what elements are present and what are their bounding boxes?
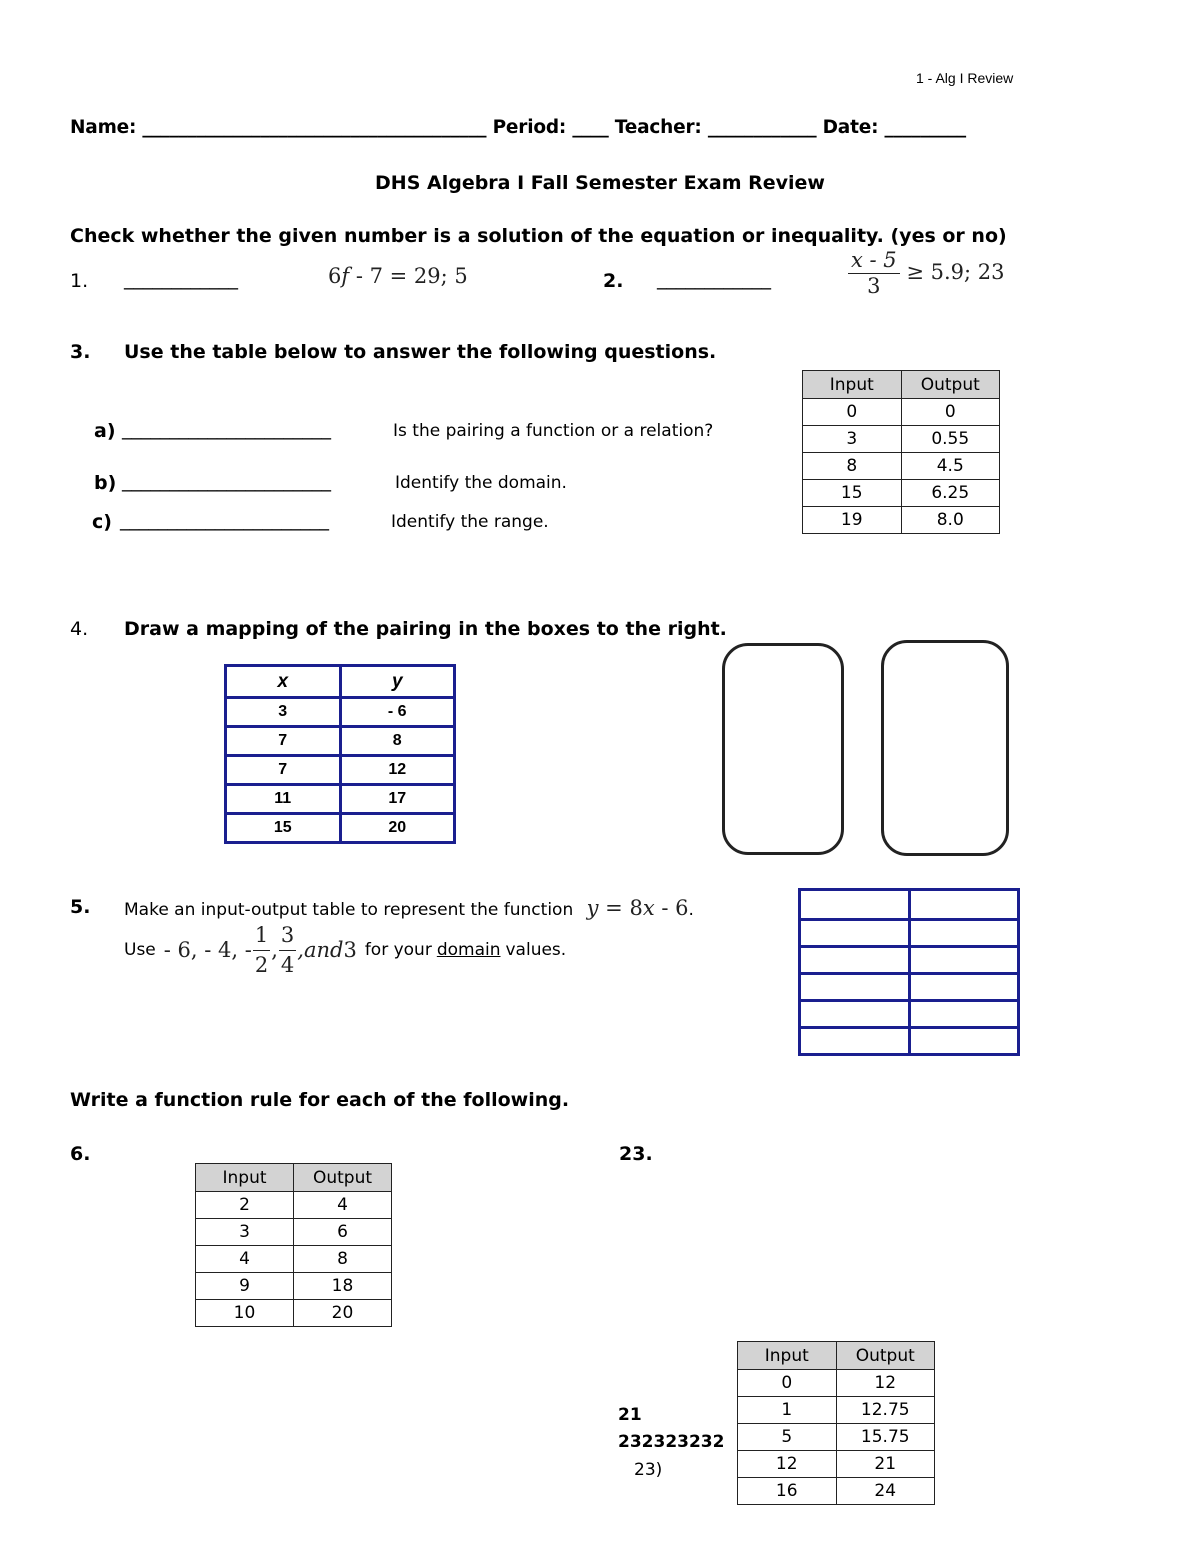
table-cell: 12 (340, 756, 455, 785)
table-cell: 19 (803, 507, 902, 534)
table-cell: 12 (738, 1451, 837, 1478)
table-row (738, 1478, 935, 1505)
q5-number: 5. (70, 896, 91, 918)
q5-domain-word: domain (436, 940, 501, 960)
q1-eq-rest: - 7 = 29; 5 (349, 264, 468, 288)
table-cell: 7 (226, 756, 341, 785)
blank-cell[interactable] (909, 947, 1019, 974)
blank-cell[interactable] (909, 974, 1019, 1001)
table-row (738, 1397, 935, 1424)
q23-table-header-output: Output (836, 1342, 935, 1370)
q2-answer-blank[interactable]: ____________ (657, 268, 771, 290)
q3b-text: Identify the domain. (395, 473, 567, 493)
table-cell: 8 (803, 453, 902, 480)
table-row (196, 1192, 392, 1219)
q4-number: 4. (70, 618, 89, 640)
q23-input-output-table (737, 1341, 935, 1505)
q2-inequality (848, 250, 1004, 297)
q5-last-value: 3 (343, 938, 357, 962)
q4-table-header-x: x (226, 666, 341, 698)
table-cell: 24 (836, 1478, 935, 1505)
blank-cell[interactable] (909, 1028, 1019, 1055)
q5-values-word: values. (505, 940, 567, 960)
table-row (738, 1451, 935, 1478)
table-cell: 15 (226, 814, 341, 843)
table-cell: 0 (738, 1370, 837, 1397)
table-row (226, 727, 455, 756)
q3c-text: Identify the range. (391, 512, 549, 532)
blank-cell[interactable] (909, 890, 1019, 920)
table-row (196, 1246, 392, 1273)
table-row (800, 920, 1019, 947)
table-cell: 0 (803, 399, 902, 426)
q1-eq-var: f (341, 264, 350, 288)
q5-and-word: ,and (297, 938, 344, 962)
q2-frac-den: 3 (867, 274, 881, 298)
q3-table-header-output: Output (901, 371, 1000, 399)
table-row (226, 814, 455, 843)
blank-cell[interactable] (800, 920, 910, 947)
q5-use-word: Use (124, 940, 156, 960)
table-cell: 20 (294, 1300, 392, 1327)
table-row (800, 1001, 1019, 1028)
q4-table-header-y: y (340, 666, 455, 698)
table-row (803, 480, 1000, 507)
q5-for-your: for your (364, 940, 432, 960)
q5-blank-table[interactable] (798, 888, 1020, 1056)
q2-fraction (848, 250, 900, 297)
q4-xy-table (224, 664, 456, 844)
name-period-teacher-date-line: Name: ______________________________________ Period: ____ Teacher: ____________ Date: _________ (70, 117, 966, 138)
table-cell: 10 (196, 1300, 294, 1327)
blank-cell[interactable] (800, 947, 910, 974)
table-cell: 20 (340, 814, 455, 843)
table-cell: 6.25 (901, 480, 1000, 507)
q5-period: . (688, 900, 694, 920)
table-cell: 4 (294, 1192, 392, 1219)
q6-input-output-table (195, 1163, 392, 1327)
mapping-box-domain[interactable] (722, 643, 844, 855)
table-cell: 0.55 (901, 426, 1000, 453)
page-header-tag: 1 - Alg I Review (916, 70, 1014, 86)
table-row (738, 1370, 935, 1397)
q5-line1 (124, 896, 694, 920)
q23-number: 23. (619, 1143, 653, 1165)
table-cell: 2 (196, 1192, 294, 1219)
table-row (800, 974, 1019, 1001)
table-row (803, 426, 1000, 453)
q1-equation (328, 264, 468, 288)
q5-frac2-num: 3 (280, 922, 295, 947)
table-cell: 6 (294, 1219, 392, 1246)
blank-cell[interactable] (800, 1001, 910, 1028)
table-cell: 12 (836, 1370, 935, 1397)
q3-input-output-table (802, 370, 1000, 534)
table-row (196, 1273, 392, 1300)
q5-fraction-1 (253, 922, 270, 977)
page-title: DHS Algebra I Fall Semester Exam Review (375, 172, 825, 194)
table-cell: 3 (803, 426, 902, 453)
q23-stray-line2: 232323232 (618, 1432, 725, 1452)
q5-func-end: - 6 (654, 896, 689, 920)
table-row (800, 890, 1019, 920)
q3-prompt: Use the table below to answer the following questions. (124, 341, 717, 363)
q3a-label: a) (94, 420, 116, 442)
table-cell: 7 (226, 727, 341, 756)
table-row (738, 1424, 935, 1451)
table-cell: 3 (196, 1219, 294, 1246)
q3c-answer-blank[interactable]: ______________________ (120, 509, 329, 531)
q5-frac1-den: 2 (253, 950, 270, 976)
q3b-answer-blank[interactable]: ______________________ (122, 470, 331, 492)
table-row (803, 507, 1000, 534)
table-row (800, 947, 1019, 974)
q5-comma: , (271, 938, 278, 962)
q5-line1-text: Make an input-output table to represent the function (124, 900, 574, 920)
q3c-label: c) (92, 511, 112, 533)
blank-cell[interactable] (800, 890, 910, 920)
q5-function (587, 896, 689, 920)
q3a-text: Is the pairing a function or a relation? (393, 421, 714, 441)
table-row (226, 756, 455, 785)
mapping-box-range[interactable] (881, 640, 1009, 856)
blank-cell[interactable] (909, 1001, 1019, 1028)
table-cell: 8 (294, 1246, 392, 1273)
q5-fraction-2 (279, 922, 296, 977)
blank-cell[interactable] (800, 1028, 910, 1055)
q1-number: 1. (70, 270, 89, 292)
table-cell: 4.5 (901, 453, 1000, 480)
table-row (196, 1300, 392, 1327)
q3-table-header-input: Input (803, 371, 902, 399)
q6-table-header-output: Output (294, 1164, 392, 1192)
q3-number: 3. (70, 341, 91, 363)
q3b-label: b) (94, 472, 117, 494)
table-cell: 0 (901, 399, 1000, 426)
q1-eq-coef: 6 (328, 264, 342, 288)
table-cell: 9 (196, 1273, 294, 1300)
table-cell: 15.75 (836, 1424, 935, 1451)
table-cell: 11 (226, 785, 341, 814)
q4-prompt: Draw a mapping of the pairing in the boxes to the right. (124, 618, 727, 640)
table-cell: 5 (738, 1424, 837, 1451)
table-cell: 4 (196, 1246, 294, 1273)
table-row (800, 1028, 1019, 1055)
table-cell: 12.75 (836, 1397, 935, 1424)
table-cell: 18 (294, 1273, 392, 1300)
table-cell: 1 (738, 1397, 837, 1424)
q5-func-x: x (642, 896, 655, 920)
blank-cell[interactable] (800, 974, 910, 1001)
q5-domain-lead: - 6, - 4, - (163, 938, 252, 962)
q1-answer-blank[interactable]: ____________ (124, 268, 238, 290)
table-row (226, 698, 455, 727)
table-row (803, 453, 1000, 480)
table-row (196, 1219, 392, 1246)
table-cell: - 6 (340, 698, 455, 727)
q2-number: 2. (603, 270, 624, 292)
table-cell: 17 (340, 785, 455, 814)
section1-instruction: Check whether the given number is a solution of the equation or inequality. (yes or no) (70, 225, 1007, 247)
q5-frac2-den: 4 (279, 950, 296, 976)
q3a-answer-blank[interactable]: ______________________ (122, 418, 331, 440)
q2-ineq-rest: ≥ 5.9; 23 (899, 260, 1005, 284)
q2-frac-num: x - 5 (848, 250, 900, 274)
q23-stray-line1: 21 (618, 1405, 642, 1425)
table-cell: 15 (803, 480, 902, 507)
q5-line2 (124, 922, 566, 978)
table-cell: 16 (738, 1478, 837, 1505)
q23-table-header-input: Input (738, 1342, 837, 1370)
table-row (226, 785, 455, 814)
blank-cell[interactable] (909, 920, 1019, 947)
q23-stray-line3: 23) (634, 1460, 663, 1480)
q5-func-y: y (586, 896, 599, 920)
table-row (803, 399, 1000, 426)
q5-domain-values (163, 922, 357, 977)
q5-frac1-num: 1 (254, 922, 269, 947)
section2-instruction: Write a function rule for each of the following. (70, 1089, 570, 1111)
table-cell: 8 (340, 727, 455, 756)
table-cell: 8.0 (901, 507, 1000, 534)
q6-table-header-input: Input (196, 1164, 294, 1192)
table-cell: 21 (836, 1451, 935, 1478)
q5-func-mid: = 8 (598, 896, 643, 920)
q6-number: 6. (70, 1143, 91, 1165)
table-cell: 3 (226, 698, 341, 727)
